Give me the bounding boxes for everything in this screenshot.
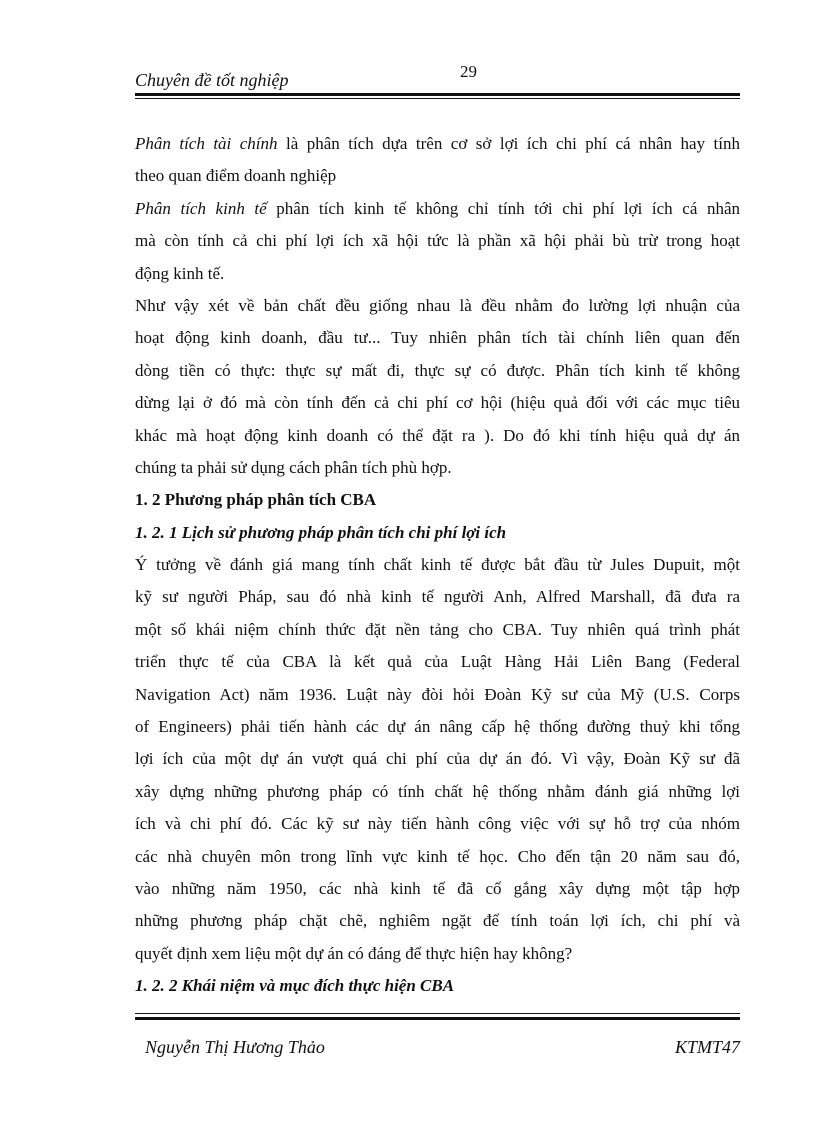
paragraph-line: một số khái niệm chính thức đặt nền tảng cho CBA. Tuy nhiên quá trình phát [135, 619, 740, 639]
page-number: 29 [460, 62, 477, 81]
paragraph-line: hoạt động kinh doanh, đầu tư... Tuy nhiên phân tích tài chính liên quan đến [135, 328, 740, 348]
paragraph-line: Phân tích kinh tế phân tích kinh tế không chỉ tính tới chi phí lợi ích cá nhân [135, 198, 740, 218]
paragraph-line: các nhà chuyên môn trong lĩnh vực kinh tế học. Cho đến tận 20 năm sau đó, [135, 846, 740, 866]
paragraph-line: dòng tiền có thực: thực sự mất đi, thực sự có được. Phân tích kinh tế không [135, 360, 740, 380]
section-heading-1-2-1: 1. 2. 1 Lịch sử phương pháp phân tích chi phí lợi ích [135, 522, 507, 542]
paragraph-line: vào những năm 1950, các nhà kinh tế đã cố gắng xây dựng một tập hợp [135, 878, 740, 898]
paragraph-line: kỹ sư người Pháp, sau đó nhà kinh tế người Anh, Alfred Marshall, đã đưa ra [135, 587, 740, 607]
footer-author: Nguyễn Thị Hương Thảo [145, 1037, 325, 1057]
paragraph-line: mà còn tính cả chi phí lợi ích xã hội tức là phần xã hội phải bù trừ trong hoạt [135, 231, 740, 251]
paragraph-line: Như vậy xét về bản chất đều giống nhau là đều nhằm đo lường lợi nhuận của [135, 295, 740, 315]
paragraph-line: chúng ta phải sử dụng cách phân tích phù hợp. [135, 457, 452, 477]
paragraph-line: Ý tưởng về đánh giá mang tính chất kinh tế được bắt đầu từ Jules Dupuit, một [135, 555, 740, 575]
section-heading-1-2: 1. 2 Phương pháp phân tích CBA [135, 490, 377, 510]
paragraph-line: Navigation Act) năm 1936. Luật này đòi hỏi Đoàn Kỹ sư của Mỹ (U.S. Corps [135, 684, 740, 704]
section-heading-1-2-2: 1. 2. 2 Khái niệm và mục đích thực hiện CBA [135, 976, 455, 996]
paragraph-line: xây dựng những phương pháp có tính chất hệ thống nhằm đánh giá những lợi [135, 781, 740, 801]
paragraph-line: lợi ích của một dự án vượt quá chi phí của dự án đó. Vì vậy, Đoàn Kỹ sư đã [135, 749, 740, 769]
paragraph-line: ích và chi phí đó. Các kỹ sư này tiến hành công việc với sự hỗ trợ của nhóm [135, 814, 740, 834]
footer-rule-thick [135, 1017, 740, 1020]
paragraph-line: khác mà hoạt động kinh doanh có thể đặt ra ). Do đó khi tính hiệu quả dự án [135, 425, 740, 445]
paragraph-line: dừng lại ở đó mà còn tính đến cả chi phí cơ hội (hiệu quả đối với các mục tiêu [135, 393, 740, 413]
paragraph-line: theo quan điểm doanh nghiệp [135, 166, 337, 186]
term-economic-analysis: Phân tích kinh tế [135, 198, 267, 218]
term-financial-analysis: Phân tích tài chính [135, 134, 278, 153]
paragraph-line: những phương pháp chặt chẽ, nghiêm ngặt để tính toán lợi ích, chi phí và [135, 911, 740, 931]
paragraph-line: quyết định xem liệu một dự án có đáng để thực hiện hay không? [135, 943, 573, 963]
footer-class-code: KTMT47 [674, 1037, 740, 1057]
paragraph-line: of Engineers) phải tiến hành các dự án nâng cấp hệ thống đường thuỷ khi tổng [135, 717, 740, 737]
header-rule-thick [135, 93, 740, 96]
page-body [135, 128, 740, 1003]
paragraph-line: triển thực tế của CBA là kết quả của Luật Hàng Hải Liên Bang (Federal [135, 652, 740, 672]
document-title: Chuyên đề tốt nghiệp [135, 70, 289, 90]
footer-rule-thin [135, 1013, 740, 1014]
page-header [135, 62, 740, 96]
page-footer [135, 1013, 740, 1063]
header-rule-thin [135, 98, 740, 99]
paragraph-line: động kinh tế. [135, 263, 225, 283]
paragraph-line: Phân tích tài chính là phân tích dựa trên cơ sở lợi ích chi phí cá nhân hay tính [135, 134, 740, 153]
